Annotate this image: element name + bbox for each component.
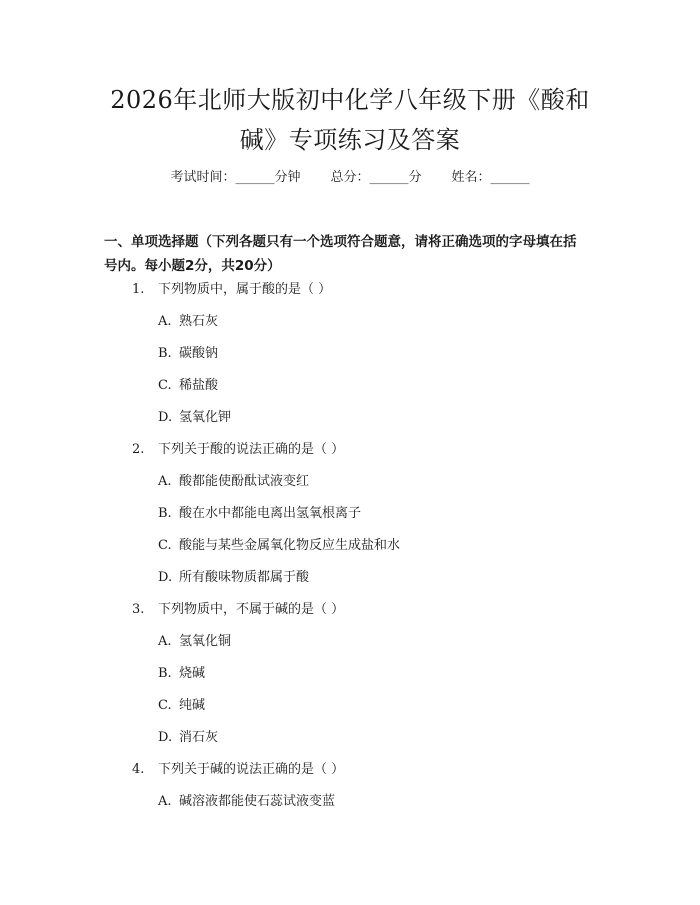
document-title [70,80,630,160]
option-text: 碱溶液都能使石蕊试液变蓝 [179,794,336,809]
score-label: 总分： [330,170,370,185]
question-text: 下列物质中，属于酸的是（ ） [158,282,332,297]
title-line-2: 碱》专项练习及答案 [239,126,461,154]
question-number: 4. [132,762,145,777]
option-text: 纯碱 [179,698,206,713]
option-letter: A. [158,314,172,329]
question-number: 3. [132,602,145,617]
option-text: 酸在水中都能电离出氢氧根离子 [179,506,362,521]
name-blank: ______ [490,170,530,185]
option-text: 氢氧化铜 [179,634,232,649]
section-heading [104,230,604,278]
option-letter: B. [158,666,172,681]
option-text: 酸都能使酚酞试液变红 [179,474,310,489]
name-label: 姓名： [451,170,491,185]
title-line-1: 2026年北师大版初中化学八年级下册《酸和 [110,86,590,114]
question-number: 1. [132,282,145,297]
option-text: 所有酸味物质都属于酸 [179,570,310,585]
option-text: 稀盐酸 [179,378,219,393]
time-label: 考试时间： [170,170,236,185]
option-letter: A. [158,794,172,809]
option-letter: A. [158,474,172,489]
option-letter: D. [158,570,173,585]
option-letter: B. [158,346,172,361]
option-text: 酸能与某些金属氧化物反应生成盐和水 [179,538,401,553]
option-text: 消石灰 [179,730,219,745]
section-heading-line-2: 号内。每小题2分，共20分） [104,258,281,274]
option-letter: B. [158,506,172,521]
option-text: 熟石灰 [179,314,219,329]
score-blank: ______ [369,170,409,185]
time-blank: ______ [235,170,275,185]
option-letter: A. [158,634,172,649]
exam-meta [0,168,700,188]
option-text: 碳酸钠 [179,346,219,361]
option-letter: D. [158,730,173,745]
score-unit: 分 [408,170,422,185]
option-text: 氢氧化钾 [179,410,232,425]
question-text: 下列关于碱的说法正确的是（ ） [158,762,345,777]
option-letter: C. [158,698,172,713]
question-text: 下列关于酸的说法正确的是（ ） [158,442,345,457]
option-letter: C. [158,378,172,393]
section-heading-line-1: 一、单项选择题（下列各题只有一个选项符合题意，请将正确选项的字母填在括 [104,234,577,250]
option-text: 烧碱 [179,666,206,681]
option-letter: D. [158,410,173,425]
question-number: 2. [132,442,145,457]
question-text: 下列物质中，不属于碱的是（ ） [158,602,345,617]
time-unit: 分钟 [274,170,301,185]
option-letter: C. [158,538,172,553]
